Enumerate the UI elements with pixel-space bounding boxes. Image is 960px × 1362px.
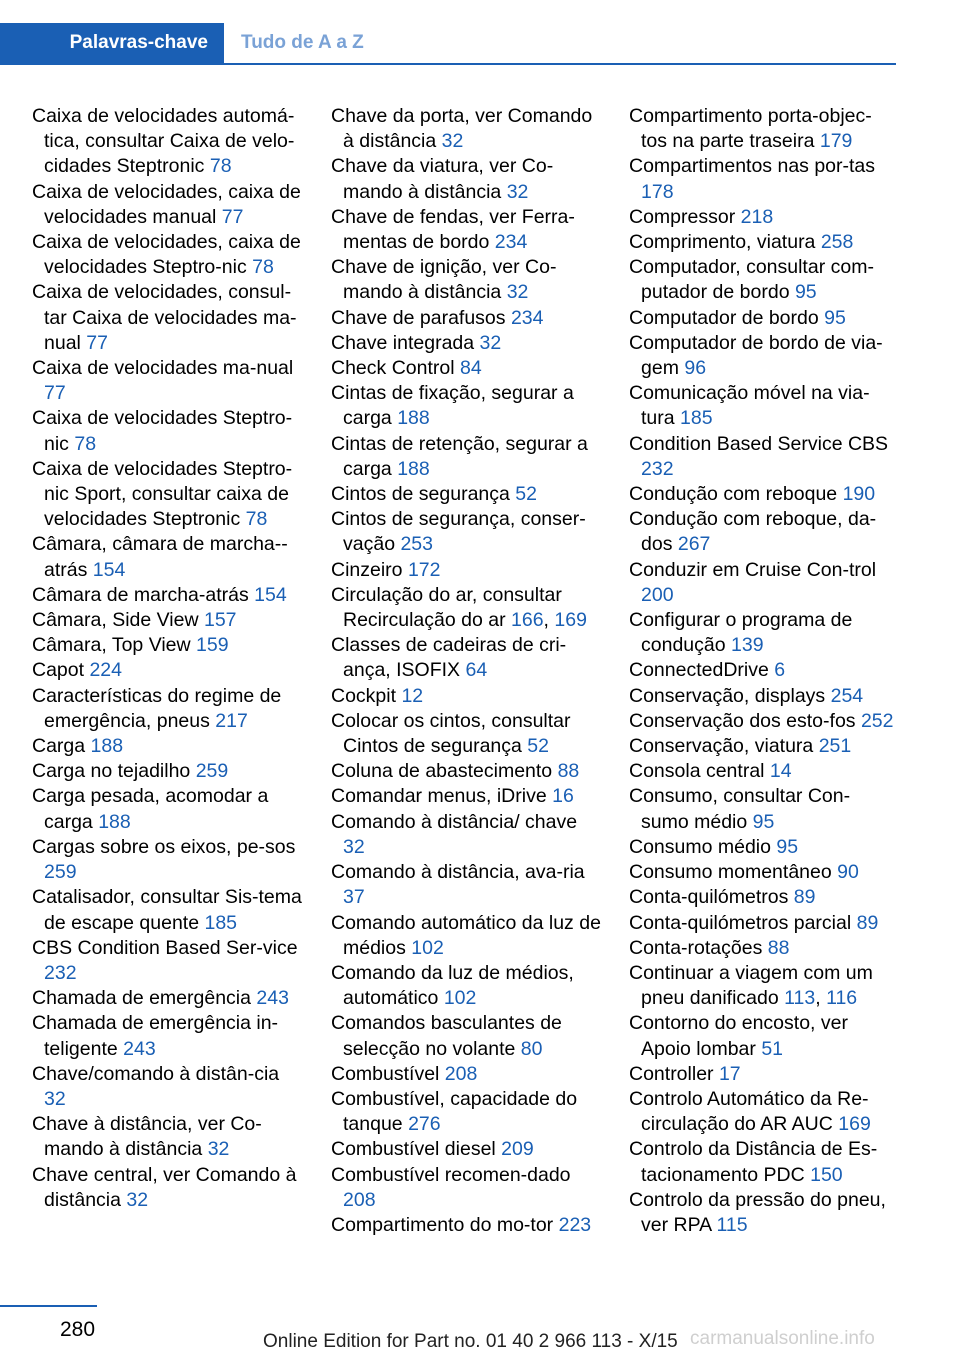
index-term: Caixa de velocidades, consul-tar Caixa de velocidades ma-nual (32, 281, 297, 354)
index-entry (331, 759, 603, 784)
index-entry (331, 1213, 603, 1238)
index-term: Comprimento, viatura (629, 231, 821, 254)
index-entry (629, 432, 897, 482)
index-entry (32, 1062, 304, 1112)
page-link[interactable]: 52 (527, 735, 549, 758)
index-term: Compartimentos nas por-tas (629, 155, 876, 178)
page-link[interactable]: 169 (554, 609, 587, 632)
index-term: Chave da viatura, ver Co-mando à distância (331, 155, 554, 203)
index-entry (629, 860, 897, 885)
page-link[interactable]: 276 (408, 1113, 441, 1136)
index-entry: Circulação do ar, consultar Recirculação do ar 166, 169 (331, 583, 587, 632)
index-entry (331, 205, 603, 255)
index-term: Caixa de velocidades Steptro-nic Sport, consultar caixa de velocidades Steptronic (32, 457, 293, 531)
index-entry (629, 205, 897, 230)
page-link[interactable]: 89 (856, 911, 879, 934)
index-entry (331, 154, 603, 204)
index-entry (331, 1163, 603, 1213)
page-link[interactable]: 188 (397, 457, 430, 480)
page-link[interactable]: 224 (89, 659, 122, 682)
index-entry (32, 230, 304, 280)
page-number: 280 (60, 1318, 96, 1341)
index-entry (331, 961, 603, 1011)
index-column-1 (32, 104, 304, 1213)
index-entry (32, 180, 304, 230)
page-link[interactable]: 223 (558, 1213, 592, 1236)
index-term: Carga (32, 735, 91, 758)
index-entry (32, 633, 304, 658)
index-entry (32, 583, 304, 608)
page-link[interactable]: 6 (774, 659, 786, 682)
page-link[interactable]: 157 (203, 609, 237, 632)
page-link[interactable]: 14 (769, 760, 792, 783)
index-term: Classes de cadeiras de cri-ança, ISOFIX (331, 634, 567, 682)
index-term: Check Control (331, 357, 460, 380)
page-link[interactable]: 52 (515, 483, 537, 506)
page-link[interactable]: 200 (641, 583, 674, 606)
page-link[interactable]: 258 (820, 231, 854, 254)
index-entry (629, 1137, 897, 1187)
index-term: Condition Based Service CBS (629, 432, 889, 455)
index-entry (331, 558, 603, 583)
index-term: Computador, consultar com-putador de bordo (629, 256, 874, 304)
index-entry (331, 633, 603, 683)
header-bar (0, 23, 896, 65)
index-term: Chave de fendas, ver Ferra-mentas de bordo (331, 205, 575, 254)
index-column-3 (629, 104, 897, 1238)
index-entry (32, 280, 304, 356)
page-link[interactable]: 208 (444, 1062, 478, 1085)
index-entry (331, 331, 603, 356)
page-link[interactable]: 154 (92, 558, 126, 581)
index-term: Caixa de velocidades Steptro-nic (32, 407, 293, 455)
index-term: Compartimento do mo-tor (331, 1213, 559, 1236)
index-term: Cargas sobre os eixos, pe-sos (32, 835, 296, 858)
index-entry (32, 532, 304, 582)
page-link[interactable]: 64 (465, 659, 488, 682)
index-entry (629, 911, 897, 936)
index-term: Chave à distância, ver Co-mando à distância (32, 1113, 262, 1161)
index-term: Circulação do ar, consultar Recirculação do ar (331, 583, 562, 632)
index-term: Capot (32, 659, 90, 682)
index-term: Cockpit (331, 684, 402, 707)
index-term: Cintas de fixação, segurar a carga (331, 382, 574, 430)
index-entry (32, 835, 304, 885)
page-link[interactable]: 185 (680, 407, 713, 430)
index-entry (629, 230, 897, 255)
page-link[interactable]: 51 (761, 1037, 784, 1060)
page-link[interactable]: 115 (716, 1213, 748, 1236)
index-term: Configurar o programa de condução (629, 609, 853, 657)
page-link[interactable]: 232 (44, 961, 77, 984)
index-term: Câmara, Top View (32, 634, 197, 657)
page-link[interactable]: 259 (195, 760, 229, 783)
page-link[interactable]: 209 (501, 1138, 534, 1161)
index-term: Carga no tejadilho (32, 760, 196, 783)
page-link[interactable]: 77 (86, 331, 108, 354)
page-link[interactable]: 37 (343, 886, 365, 909)
page-link[interactable]: 254 (830, 684, 864, 707)
footer-rule (0, 1305, 97, 1307)
index-term: Chave integrada (331, 331, 480, 354)
index-term: Computador de bordo de via-gem (629, 331, 883, 380)
page-link[interactable]: 80 (520, 1037, 543, 1060)
index-entry (629, 381, 897, 431)
index-term: Controlo da Distância de Es-tacionamento PDC (629, 1138, 878, 1186)
index-entry (629, 658, 897, 683)
index-entry (629, 154, 897, 204)
page-link[interactable]: 32 (126, 1188, 149, 1211)
index-entry (629, 608, 897, 658)
index-entry (629, 759, 897, 784)
page-link[interactable]: 32 (441, 130, 464, 153)
index-term: Cintos de segurança (331, 483, 516, 506)
index-entry (629, 558, 897, 608)
index-term: Coluna de abastecimento (331, 760, 558, 783)
index-term: Consumo momentâneo (629, 861, 838, 884)
page-link[interactable]: 243 (256, 987, 289, 1010)
index-term: Computador de bordo (629, 306, 825, 329)
index-entry (32, 457, 304, 533)
page-link[interactable]: 159 (196, 634, 229, 657)
index-entry (331, 684, 603, 709)
index-term: Compartimento porta-objec-tos na parte traseira (629, 105, 872, 153)
index-term: Conservação, displays (629, 684, 831, 707)
index-term: Carga pesada, acomodar a carga (32, 785, 269, 833)
index-entry (629, 1188, 897, 1238)
index-entry (629, 331, 897, 381)
page-link[interactable]: 188 (397, 407, 430, 430)
page-link[interactable]: 95 (752, 810, 775, 833)
index-entry (32, 784, 304, 834)
page-link[interactable]: 150 (810, 1163, 843, 1186)
index-entry (331, 1011, 603, 1061)
page-link[interactable]: 218 (740, 205, 774, 228)
index-entry (629, 885, 897, 910)
page-link[interactable]: 12 (401, 684, 424, 707)
index-term: Colocar os cintos, consultar Cintos de segurança (331, 709, 571, 758)
index-term: Controlo da pressão do pneu, ver RPA (629, 1188, 886, 1236)
index-term: Câmara, Side View (32, 609, 204, 632)
page-link[interactable]: 96 (684, 357, 707, 380)
page-link[interactable]: 78 (209, 155, 232, 178)
tab-palavras-chave[interactable]: Palavras-chave (0, 23, 224, 63)
page-link[interactable]: 188 (98, 810, 131, 833)
page-link[interactable]: 32 (479, 331, 502, 354)
index-term: Comunicação móvel na via-tura (629, 382, 870, 430)
index-entry (331, 356, 603, 381)
index-term: Comandar menus, iDrive (331, 785, 553, 808)
index-entry (629, 684, 897, 709)
index-term: Características do regime de emergência, pneus (32, 684, 282, 732)
index-term: Caixa de velocidades, caixa de velocidades manual (32, 180, 301, 228)
index-term: Conservação, viatura (629, 735, 819, 758)
index-term: Chave central, ver Comando à distância (32, 1163, 297, 1211)
page-link[interactable]: 32 (343, 835, 365, 858)
edition-note: Online Edition for Part no. 01 40 2 966 113 - X/15 (263, 1331, 678, 1352)
index-term: Compressor (629, 205, 741, 228)
page-link[interactable]: 102 (411, 936, 444, 959)
index-term: Consola central (629, 760, 770, 783)
page-link[interactable]: 188 (90, 735, 124, 758)
index-entry (32, 885, 304, 935)
index-term: Câmara de marcha-atrás (32, 583, 255, 606)
page-link[interactable]: 77 (44, 382, 66, 405)
index-entry (629, 306, 897, 331)
index-term: Condução com reboque, da-dos (629, 508, 877, 556)
page-link[interactable]: 32 (44, 1087, 66, 1110)
page-link[interactable]: 178 (641, 180, 674, 203)
index-entry (629, 255, 897, 305)
index-entry (32, 356, 304, 406)
index-entry (331, 709, 603, 759)
index-term: Combustível (331, 1062, 445, 1085)
index-entry (331, 104, 603, 154)
page-link[interactable]: 208 (343, 1188, 376, 1211)
index-entry (629, 784, 897, 834)
index-entry (629, 104, 897, 154)
index-entry (629, 507, 897, 557)
page-link[interactable]: 243 (123, 1037, 156, 1060)
page-link[interactable]: 95 (776, 835, 799, 858)
index-term: Consumo, consultar Con-sumo médio (629, 785, 851, 833)
index-term: Chave de parafusos (331, 306, 511, 329)
page-link[interactable]: 95 (794, 281, 817, 304)
index-entry (32, 1163, 304, 1213)
index-entry (331, 911, 603, 961)
index-term: Cinzeiro (331, 558, 408, 581)
index-entry (331, 860, 603, 910)
index-entry (331, 1062, 603, 1087)
page-link[interactable]: 234 (494, 231, 528, 254)
page-link[interactable]: 172 (407, 558, 441, 581)
index-entry (629, 1011, 897, 1061)
index-entry (331, 810, 603, 860)
page-link[interactable]: 17 (718, 1062, 741, 1085)
page-link[interactable]: 102 (443, 987, 477, 1010)
index-term: Caixa de velocidades automá-tica, consultar Caixa de velo-cidades Steptronic (32, 105, 295, 178)
page-link[interactable]: 252 (860, 709, 894, 732)
index-entry (32, 986, 304, 1011)
page-link[interactable]: 32 (506, 281, 529, 304)
index-entry: Continuar a viagem com um pneu danificado 113, 116 (629, 961, 873, 1010)
index-term: Comando automático da luz de médios (331, 911, 601, 959)
index-entry (32, 608, 304, 633)
index-entry (331, 507, 603, 557)
index-term: Conduzir em Cruise Con-trol (629, 558, 877, 581)
index-term: Caixa de velocidades, caixa de velocidades Steptro-nic (32, 231, 301, 279)
page-link[interactable]: 32 (207, 1138, 230, 1161)
index-entry (629, 1062, 897, 1087)
index-entry (331, 381, 603, 431)
index-term: Conta-quilómetros parcial (629, 911, 857, 934)
index-term: Comando à distância/ chave (331, 810, 578, 833)
page-link[interactable]: 154 (254, 583, 287, 606)
page-link[interactable]: 166 (511, 609, 544, 632)
index-term: Comando à distância, ava-ria (331, 861, 585, 884)
page-link[interactable]: 77 (221, 205, 244, 228)
page-link[interactable]: 179 (819, 130, 853, 153)
index-term: Cintas de retenção, segurar a carga (331, 432, 588, 480)
index-term: Controlo Automático da Re-circulação do AR AUC (629, 1087, 869, 1136)
page-link[interactable]: 84 (459, 357, 482, 380)
index-entry (331, 255, 603, 305)
index-entry (629, 835, 897, 860)
index-entry (629, 482, 897, 507)
index-term: Câmara, câmara de marcha--atrás (32, 533, 288, 581)
index-term: Chamada de emergência in-teligente (32, 1012, 279, 1060)
page-link[interactable]: 185 (204, 911, 238, 934)
index-entry (331, 1137, 603, 1162)
index-entry (32, 1112, 304, 1162)
page-link[interactable]: 78 (74, 432, 97, 455)
index-term: Chave/comando à distân-cia (32, 1062, 280, 1085)
page-link[interactable]: 32 (506, 180, 529, 203)
page-link[interactable]: 190 (842, 483, 876, 506)
tab-tudo-de-a-a-z[interactable]: Tudo de A a Z (241, 32, 364, 53)
index-entry (331, 1087, 603, 1137)
index-entry (331, 784, 603, 809)
page-link[interactable]: 139 (731, 634, 764, 657)
index-term: Chave da porta, ver Comando à distância (331, 105, 593, 153)
index-entry (629, 734, 897, 759)
index-term: Contorno do encosto, ver Apoio lombar (629, 1012, 848, 1060)
index-term: Conta-quilómetros (629, 886, 794, 909)
index-term: Chave de ignição, ver Co-mando à distância (331, 256, 557, 304)
page-link[interactable]: 267 (677, 533, 711, 556)
index-entry (32, 684, 304, 734)
index-term: Controller (629, 1062, 719, 1085)
index-entry (629, 1087, 897, 1137)
page-link[interactable]: 232 (641, 457, 674, 480)
page-link[interactable]: 78 (252, 256, 274, 279)
page-link[interactable]: 253 (400, 533, 433, 556)
page-link[interactable]: 217 (215, 709, 248, 732)
page-link[interactable]: 116 (826, 987, 858, 1010)
index-term: Continuar a viagem com um pneu danificado (629, 961, 873, 1010)
index-term: ConnectedDrive (629, 659, 775, 682)
index-entry (629, 936, 897, 961)
page-link[interactable]: 88 (557, 760, 580, 783)
index-entry (331, 432, 603, 482)
page-link[interactable]: 169 (838, 1113, 871, 1136)
page-link[interactable]: 95 (824, 306, 846, 329)
index-entry (32, 759, 304, 784)
index-entry (32, 658, 304, 683)
page-link[interactable]: 89 (793, 886, 816, 909)
index-entry (331, 306, 603, 331)
page-link[interactable]: 234 (510, 306, 544, 329)
page-link[interactable]: 259 (44, 861, 77, 884)
index-term: Combustível recomen-dado (331, 1163, 571, 1186)
index-term: Conta-rotações (629, 936, 768, 959)
index-term: Comando da luz de médios, automático (331, 961, 574, 1010)
page-link[interactable]: 113 (784, 987, 816, 1010)
index-term: Condução com reboque (629, 483, 843, 506)
page-link[interactable]: 90 (837, 861, 859, 884)
watermark: carmanualsonline.info (690, 1328, 875, 1349)
index-entry (32, 104, 304, 180)
index-term: Combustível diesel (331, 1138, 502, 1161)
index-term: Caixa de velocidades ma-nual (32, 357, 294, 380)
index-entry (32, 1011, 304, 1061)
index-term: CBS Condition Based Ser-vice (32, 936, 298, 959)
page-link[interactable]: 88 (767, 936, 790, 959)
index-column-2 (331, 104, 603, 1238)
index-entry (32, 936, 304, 986)
index-term: Catalisador, consultar Sis-tema de escape quente (32, 886, 302, 934)
index-term: Comandos basculantes de selecção no volante (331, 1012, 562, 1060)
index-entry (32, 734, 304, 759)
page-link[interactable]: 78 (245, 508, 268, 531)
index-term: Combustível, capacidade do tanque (331, 1087, 578, 1136)
index-term: Conservação dos esto-fos (629, 709, 861, 732)
index-entry (331, 482, 603, 507)
page-link[interactable]: 251 (818, 735, 852, 758)
page-link[interactable]: 16 (552, 785, 574, 808)
index-term: Chamada de emergência (32, 987, 257, 1010)
index-entry (32, 406, 304, 456)
index-term: Cintos de segurança, conser-vação (331, 508, 586, 556)
index-term: Consumo médio (629, 835, 777, 858)
index-entry (629, 709, 897, 734)
